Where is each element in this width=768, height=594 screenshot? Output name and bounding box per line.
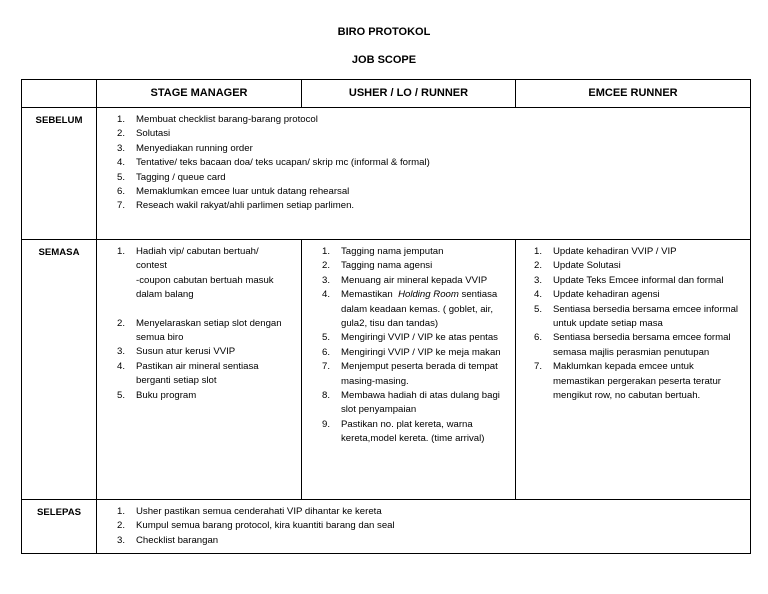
list-item: 1. Usher pastikan semua cenderahati VIP dihantar ke kereta [117, 506, 382, 517]
list-item: 2. Tagging nama agensi [322, 260, 433, 272]
list-item: 5. Tagging / queue card [117, 171, 226, 183]
list-item: 5. Mengiringi VVIP / VIP ke atas pentas [322, 332, 498, 344]
holding-room-text: Holding Room [398, 289, 459, 301]
list-item: 2. Menyelaraskan setiap slot dengan semua biro [117, 317, 282, 344]
list-item: 1. Hadiah vip/ cabutan bertuah/ contest -coupon cabutan bertuah masuk dalam balang [117, 246, 274, 301]
sebelum-cell [97, 108, 751, 240]
selepas-list [113, 505, 746, 548]
list-item: 1. Tagging nama jemputan [322, 246, 444, 257]
list-item: 2. Solutasi [117, 128, 171, 140]
sebelum-list [113, 113, 746, 214]
list-item: 3. Update Teks Emcee informal dan formal [534, 274, 724, 286]
list-item: 2. Kumpul semua barang protocol, kira kuantiti barang dan seal [117, 520, 395, 532]
job-scope-table [21, 79, 751, 554]
header-stage-manager: STAGE MANAGER [97, 80, 302, 108]
row-sebelum [22, 108, 751, 240]
list-item: 3. Susun atur kerusi VVIP [117, 346, 236, 358]
list-item: 7. Maklumkan kepada emcee untuk memastikan pergerakan peserta teratur mengikut row, no cabutan bertuah. [534, 361, 721, 402]
list-item: 4. Pastikan air mineral sentiasa berganti setiap slot [117, 360, 259, 387]
list-item: 6. Mengiringi VVIP / VIP ke meja makan [322, 346, 501, 358]
list-item: 6. Memaklumkan emcee luar untuk datang rehearsal [117, 186, 350, 198]
header-blank [22, 80, 97, 108]
list-item: 1. Membuat checklist barang-barang protocol [117, 114, 318, 125]
header-row [22, 80, 751, 108]
list-item: 1. Update kehadiran VVIP / VIP [534, 246, 677, 257]
semasa-emcee-cell [516, 240, 751, 500]
row-label-semasa: SEMASA [22, 240, 97, 500]
header-usher: USHER / LO / RUNNER [302, 80, 516, 108]
list-item: 3. Menuang air mineral kepada VVIP [322, 274, 488, 286]
list-item: 7. Menjemput peserta berada di tempat masing-masing. [322, 361, 498, 387]
stage-manager-list [113, 245, 289, 403]
list-item: 3. Checklist barangan [117, 534, 219, 546]
list-spacer [113, 303, 289, 317]
list-item: 9. Pastikan no. plat kereta, warna kereta,model kereta. (time arrival) [322, 418, 485, 445]
list-item: 5. Buku program [117, 389, 197, 401]
list-item: 4. Tentative/ teks bacaan doa/ teks ucapan/ skrip mc (informal & formal) [117, 157, 430, 169]
list-item: 3. Menyediakan running order [117, 142, 253, 154]
semasa-stage-manager-cell [97, 240, 302, 500]
list-item: 5. Sentiasa bersedia bersama emcee informal untuk update setiap masa [534, 303, 739, 330]
list-item: 7. Reseach wakil rakyat/ahli parlimen setiap parlimen. [117, 200, 355, 212]
list-item: 8. Membawa hadiah di atas dulang bagi slot penyampaian [322, 390, 500, 416]
row-semasa [22, 240, 751, 500]
emcee-list [530, 245, 748, 403]
row-label-selepas: SELEPAS [22, 500, 97, 554]
list-item: 2. Update Solutasi [534, 260, 621, 272]
header-emcee-runner: EMCEE RUNNER [516, 80, 751, 108]
selepas-cell [97, 500, 751, 554]
semasa-usher-cell [302, 240, 516, 500]
row-selepas [22, 500, 751, 554]
list-item: 6. Sentiasa bersedia bersama emcee formal semasa majlis perasmian penutupan [534, 332, 731, 358]
document-subtitle: JOB SCOPE [351, 54, 417, 66]
list-item: 4. Update kehadiran agensi [534, 289, 660, 301]
row-label-sebelum: SEBELUM [22, 108, 97, 240]
list-item: 4. Memastikan Holding Room sentiasa dalam keadaan kemas. ( goblet, air, gula2, tisu dan tandas) [322, 289, 498, 330]
document-title: BIRO PROTOKOL [337, 26, 431, 38]
usher-list [318, 245, 509, 447]
